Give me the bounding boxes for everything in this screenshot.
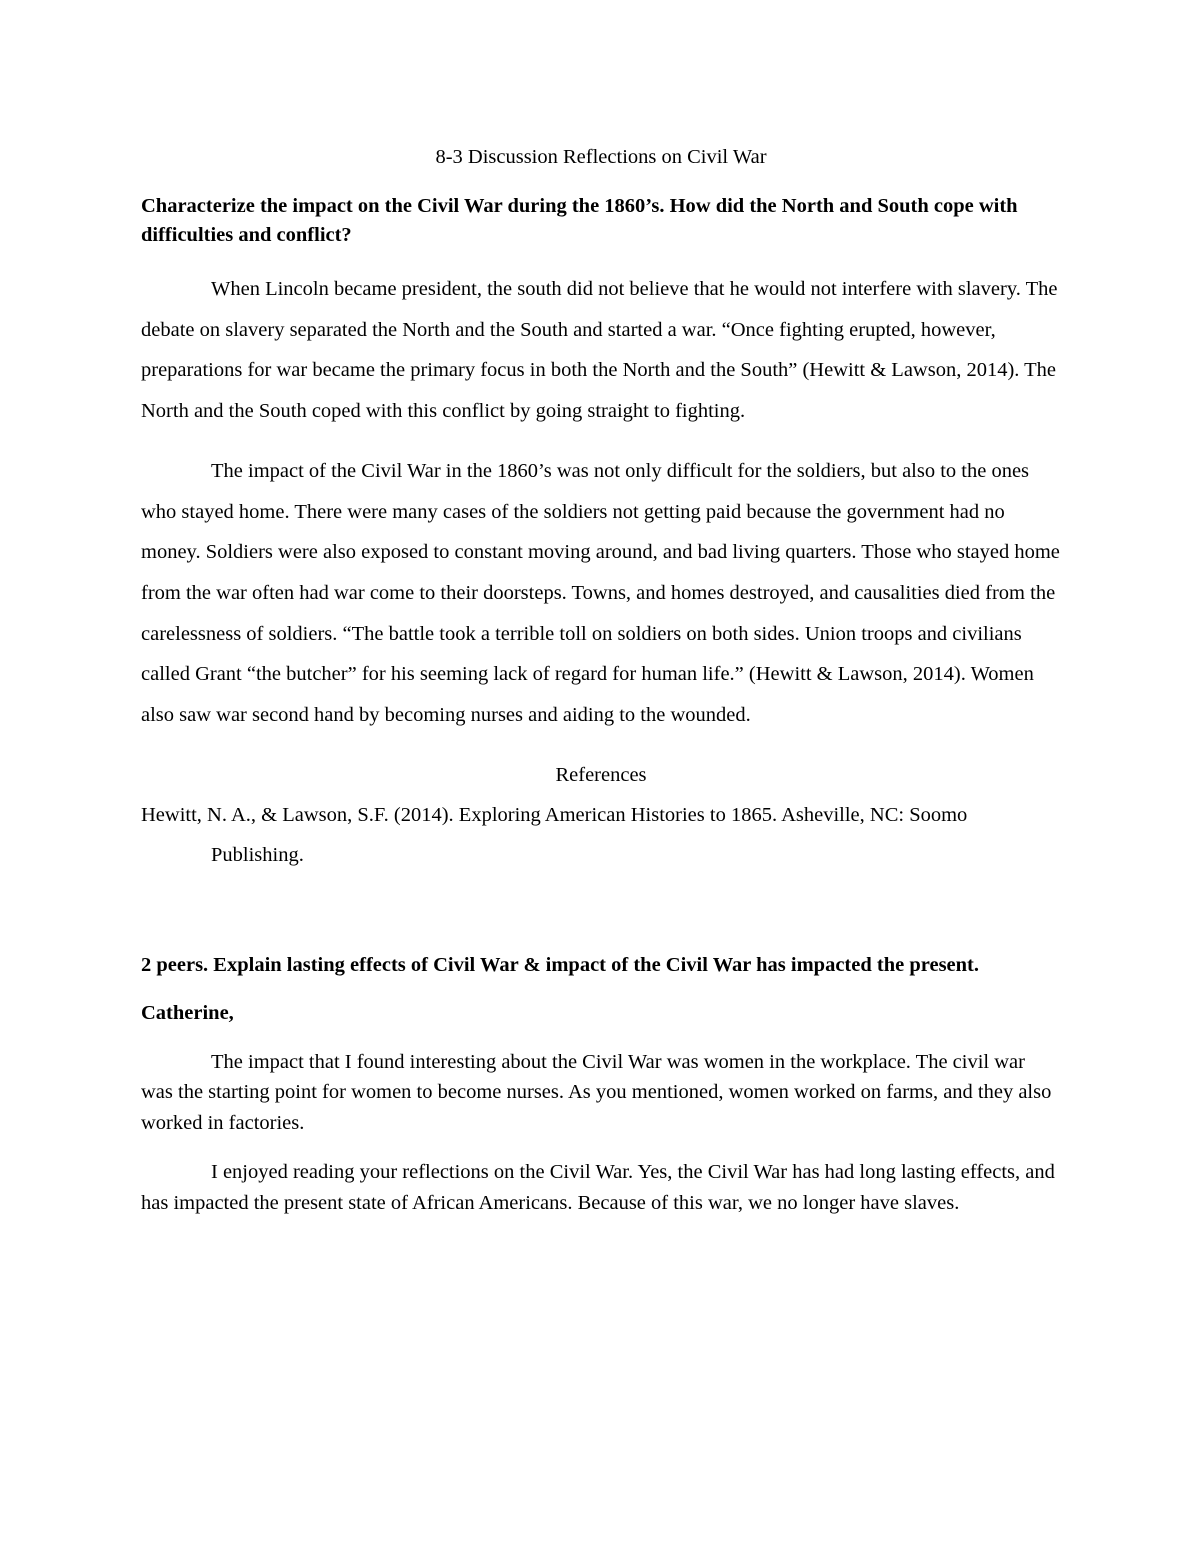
reference-entry: Hewitt, N. A., & Lawson, S.F. (2014). Exploring American Histories to 1865. Asheville, NC: Soomo Publishing.	[141, 803, 968, 866]
question-heading-2: 2 peers. Explain lasting effects of Civil War & impact of the Civil War has impacted the present.	[141, 953, 979, 976]
peer-salutation: Catherine,	[141, 1001, 234, 1024]
peer-reply-paragraph-1: The impact that I found interesting about the Civil War was women in the workplace. The civil war was the starting point for women to become nurses. As you mentioned, women worked on farms, and they also worked in factories.	[141, 1050, 1052, 1134]
response-paragraph-1: When Lincoln became president, the south did not believe that he would not interfere with slavery. The debate on slavery separated the North and the South and started a war. “Once fighting erupted, however, preparations for war became the primary focus in both the North and the South” (Hewitt & Lawson, 2014). The North and the South coped with this conflict by going straight to fighting.	[141, 278, 1058, 423]
response-paragraph-2: The impact of the Civil War in the 1860’s was not only difficult for the soldiers, but also to the ones who stayed home. There were many cases of the soldiers not getting paid because the government had no money. Soldiers were also exposed to constant moving around, and bad living quarters. Those who stayed home from the war often had war come to their doorsteps. Towns, and homes destroyed, and causalities died from the carelessness of soldiers. “The battle took a terrible toll on soldiers on both sides. Union troops and civilians called Grant “the butcher” for his seeming lack of regard for human life.” (Hewitt & Lawson, 2014). Women also saw war second hand by becoming nurses and aiding to the wounded.	[141, 459, 1060, 727]
peer-reply-paragraph-2: I enjoyed reading your reflections on the Civil War. Yes, the Civil War has had long lasting effects, and has impacted the present state of African Americans. Because of this war, we no longer have slaves.	[141, 1161, 1055, 1214]
document-title: 8-3 Discussion Reflections on Civil War	[435, 146, 767, 168]
references-heading: References	[555, 763, 647, 786]
document-body	[141, 143, 1061, 1218]
question-heading-1: Characterize the impact on the Civil War during the 1860’s. How did the North and South cope with difficulties and conflict?	[141, 195, 1018, 246]
